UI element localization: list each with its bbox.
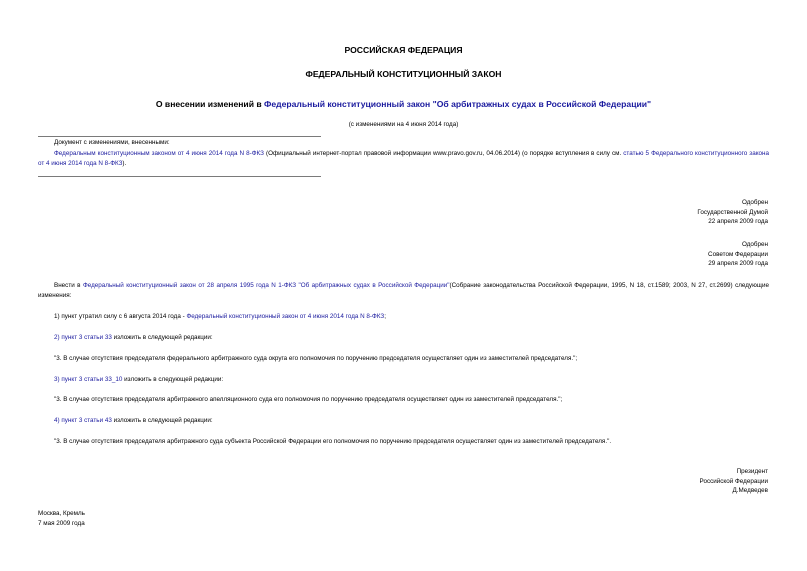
changes-text [38, 149, 769, 168]
place-date-block [38, 509, 85, 528]
signing-date: 7 мая 2009 года [38, 519, 85, 527]
approved-council-date: 29 апреля 2009 года [708, 260, 768, 268]
title-law-link[interactable]: Федеральный конституционный закон "Об арбитражных судах в Российской Федерации" [264, 99, 652, 109]
item-4-text: изложить в следующей редакции: [111, 417, 213, 424]
top-divider [38, 136, 321, 137]
item-2-quote: "3. В случае отсутствия председателя федерального арбитражного суда округа его полномочия по поручению председателя осуществляет один из заместителей председателя."; [54, 355, 578, 362]
signature-title: Президент [736, 468, 768, 475]
changes-link-fkz8[interactable]: Федеральным конституционным законом от 4 июня 2014 года N 8-ФКЗ [54, 150, 264, 157]
approved-duma-body: Государственной Думой [697, 208, 768, 216]
intro-paragraph [38, 281, 769, 300]
amended-note: (с изменениями на 4 июня 2014 года) [348, 121, 459, 128]
item-4-link[interactable]: 4) пункт 3 статьи 43 [54, 417, 112, 424]
approved-council-body: Советом Федерации [708, 250, 768, 258]
intro-text: (Собрание законодательства Российской Федерации, 1995, N 18, ст.1589; 2003, N 27, ст.2699) следующие изменения: [38, 282, 770, 299]
item-3-quote: "3. В случае отсутствия председателя арбитражного апелляционного суда его полномочия по поручению председателя осуществляет один из заместителей председателя."; [54, 396, 563, 403]
intro-law-link[interactable]: Федеральный конституционный закон от 28 апреля 1995 года N 1-ФКЗ "Об арбитражных судах в Российской Федерации" [82, 282, 450, 289]
item-4-quote: "3. В случае отсутствия председателя арбитражного суда субъекта Российской Федерации его полномочия по поручению председателя осуществляет один из заместителей председателя.". [54, 438, 612, 445]
item-3-text: изложить в следующей редакции: [122, 376, 224, 383]
bottom-divider [38, 176, 321, 177]
item-4 [54, 416, 213, 426]
item-3-link[interactable]: 3) пункт 3 статьи 33_10 [54, 376, 123, 383]
signature-name: Д.Медведев [732, 487, 768, 495]
approved-duma-label: Одобрен [741, 199, 768, 206]
title-prefix: О внесении изменений в [155, 99, 265, 109]
changes-text-part1: (Официальный интернет-портал правовой информации www.pravo.gov.ru, 04.06.2014) (о порядке вступления в силу см. [263, 150, 624, 157]
item-1-link[interactable]: Федеральный конституционный закон от 4 июня 2014 года N 8-ФКЗ [186, 313, 385, 320]
changes-link-article5[interactable]: статью 5 Федерального конституционного закона от 4 июня 2014 года N 8-ФКЗ [38, 150, 769, 167]
place: Москва, Кремль [38, 510, 85, 517]
approved-council-block [708, 240, 768, 269]
item-1-end: ; [384, 313, 386, 320]
changes-heading: Документ с изменениями, внесенными: [54, 139, 170, 146]
item-2-link[interactable]: 2) пункт 3 статьи 33 [54, 334, 112, 341]
document-title [0, 99, 807, 109]
item-2 [54, 333, 213, 343]
approved-council-label: Одобрен [741, 241, 768, 248]
item-3 [54, 375, 223, 385]
item-1 [54, 312, 386, 322]
signature-block [700, 467, 768, 496]
changes-text-part2: ). [122, 159, 127, 167]
approved-duma-block [697, 198, 768, 227]
intro-prefix: Внести в [54, 282, 83, 289]
item-2-text: изложить в следующей редакции: [111, 334, 213, 341]
header-law-type: ФЕДЕРАЛЬНЫЙ КОНСТИТУЦИОННЫЙ ЗАКОН [305, 69, 502, 79]
item-1-text: 1) пункт утратил силу с 6 августа 2014 года - [54, 313, 187, 320]
signature-country: Российской Федерации [699, 477, 768, 485]
approved-duma-date: 22 апреля 2009 года [708, 218, 768, 226]
header-country: РОССИЙСКАЯ ФЕДЕРАЦИЯ [344, 45, 463, 55]
